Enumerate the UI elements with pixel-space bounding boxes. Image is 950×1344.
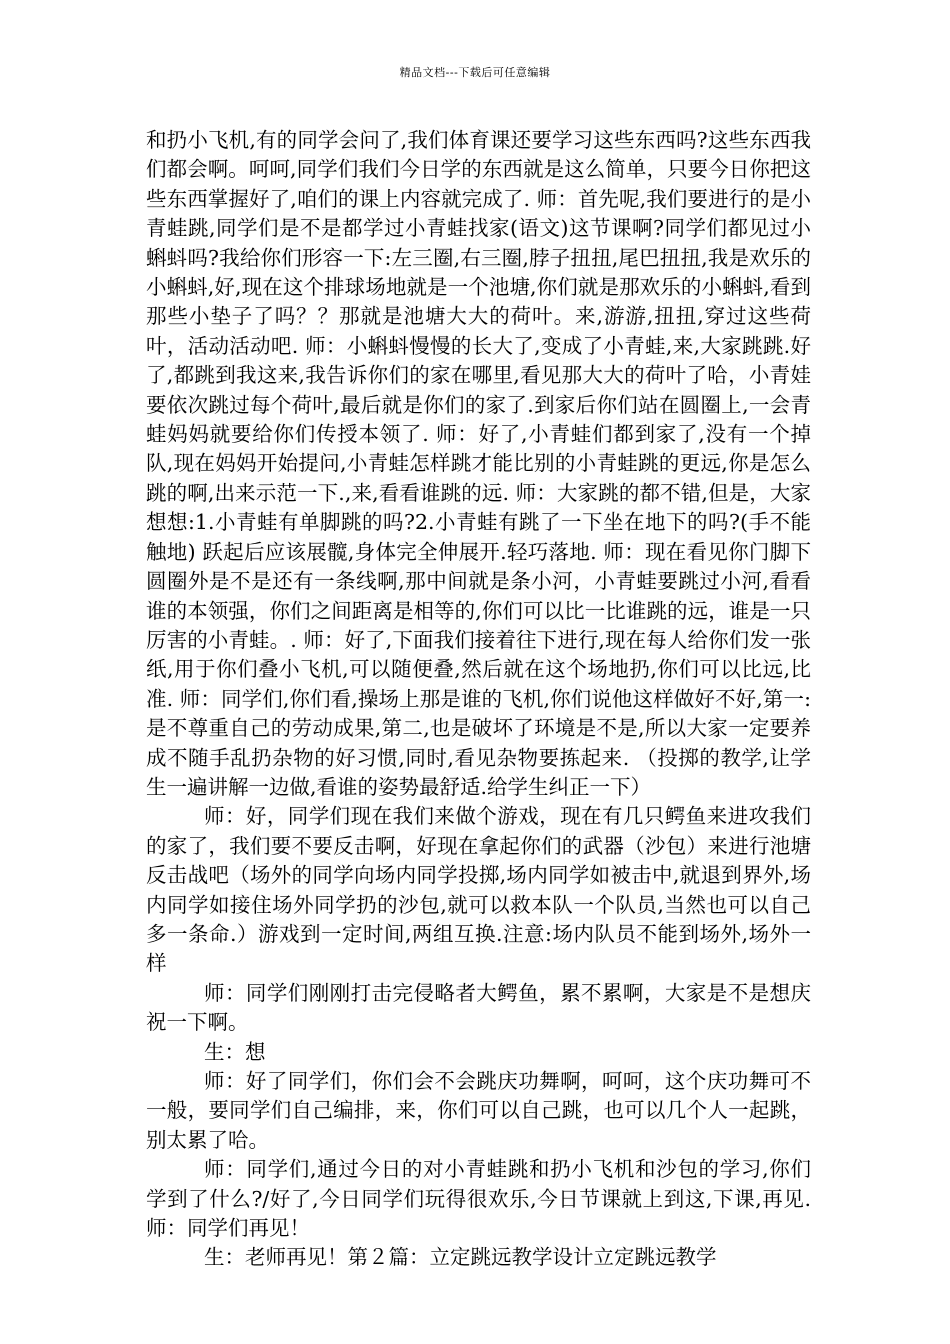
paragraph-crocodile-game: 师：好，同学们现在我们来做个游戏，现在有几只鳄鱼来进攻我们的家了，我们要不要反击啊，好现在拿起你们的武器（沙包）来进行池塘反击战吧（场外的同学向场内同学投掷,场内同学如被击中,就退到界外,场内同学如接住场外同学扔的沙包,就可以救本队一个队员,当然也可以自己多一条命.）游戏到一定时间,两组互换.注意:场内队员不能到场外,场外一样 [146, 804, 811, 976]
paragraph-victory-dance: 师：好了同学们，你们会不会跳庆功舞啊，呵呵，这个庆功舞可不一般，要同学们自己编排，来，你们可以自己跳，也可以几个人一起跳，别太累了哈。 [146, 1069, 811, 1152]
page-header: 精品文档---下载后可任意编辑 [399, 66, 551, 79]
paragraph-student-reply: 生：想 [204, 1039, 266, 1064]
paragraph-farewell: 生：老师再见！第２篇：立定跳远教学设计立定跳远教学 [204, 1245, 717, 1270]
paragraph-celebration-question: 师：同学们刚刚打击完侵略者大鳄鱼，累不累啊，大家是不是想庆祝一下啊。 [146, 980, 811, 1035]
paragraph-lesson-activities: 和扔小飞机,有的同学会问了,我们体育课还要学习这些东西吗?这些东西我们都会啊。呵呵,同学们我们今日学的东西就是这么简单，只要今日你把这些东西掌握好了,咱们的课上内容就完成了. 师：首先呢,我们要进行的是小青蛙跳,同学们是不是都学过小青蛙找家(语文)这节课啊?同学们都见过小蝌蚪吗?我给你们形容一下:左三圈,右三圈,脖子扭扭,尾巴扭扭,我是欢乐的小蝌蚪,好,现在这个排球场地就是一个池塘,你们就是那欢乐的小蝌蚪,看到那些小垫子了吗？？那就是池塘大大的荷叶。来,游游,扭扭,穿过这些荷叶，活动活动吧. 师：小蝌蚪慢慢的长大了,变成了小青蛙,来,大家跳跳.好了,都跳到我这来,我告诉你们的家在哪里,看见那大大的荷叶了哈，小青娃要依次跳过每个荷叶,最后就是你们的家了.到家后你们站在圆圈上,一会青蛙妈妈就要给你们传授本领了. 师：好了,小青蛙们都到家了,没有一个掉队,现在妈妈开始提问,小青蛙怎样跳才能比别的小青蛙跳的更远,你是怎么跳的啊,出来示范一下.,来,看看谁跳的远. 师：大家跳的都不错,但是，大家想想:1.小青蛙有单脚跳的吗?2.小青蛙有跳了一下坐在地下的吗?(手不能触地) 跃起后应该展髋,身体完全伸展开.轻巧落地. 师：现在看见你门脚下圆圈外是不是还有一条线啊,那中间就是条小河，小青蛙要跳过小河,看看谁的本领强，你们之间距离是相等的,你们可以比一比谁跳的远，谁是一只厉害的小青蛙。. 师：好了,下面我们接着往下进行,现在每人给你们发一张纸,用于你们叠小飞机,可以随便叠,然后就在这个场地扔,你们可以比远,比准. 师：同学们,你们看,操场上那是谁的飞机,你们说他这样做好不好,第一:是不尊重自己的劳动成果,第二,也是破坏了环境是不是,所以大家一定要养成不随手乱扔杂物的好习惯,同时,看见杂物要拣起来. （投掷的教学,让学生一遍讲解一边做,看谁的姿势最舒适.给学生纠正一下） [146, 128, 811, 799]
paragraph-lesson-summary: 师：同学们,通过今日的对小青蛙跳和扔小飞机和沙包的学习,你们学到了什么?/好了,今日同学们玩得很欢乐,今日节课就上到这,下课,再见. 师：同学们再见！ [146, 1157, 811, 1241]
document-body [146, 126, 811, 1273]
